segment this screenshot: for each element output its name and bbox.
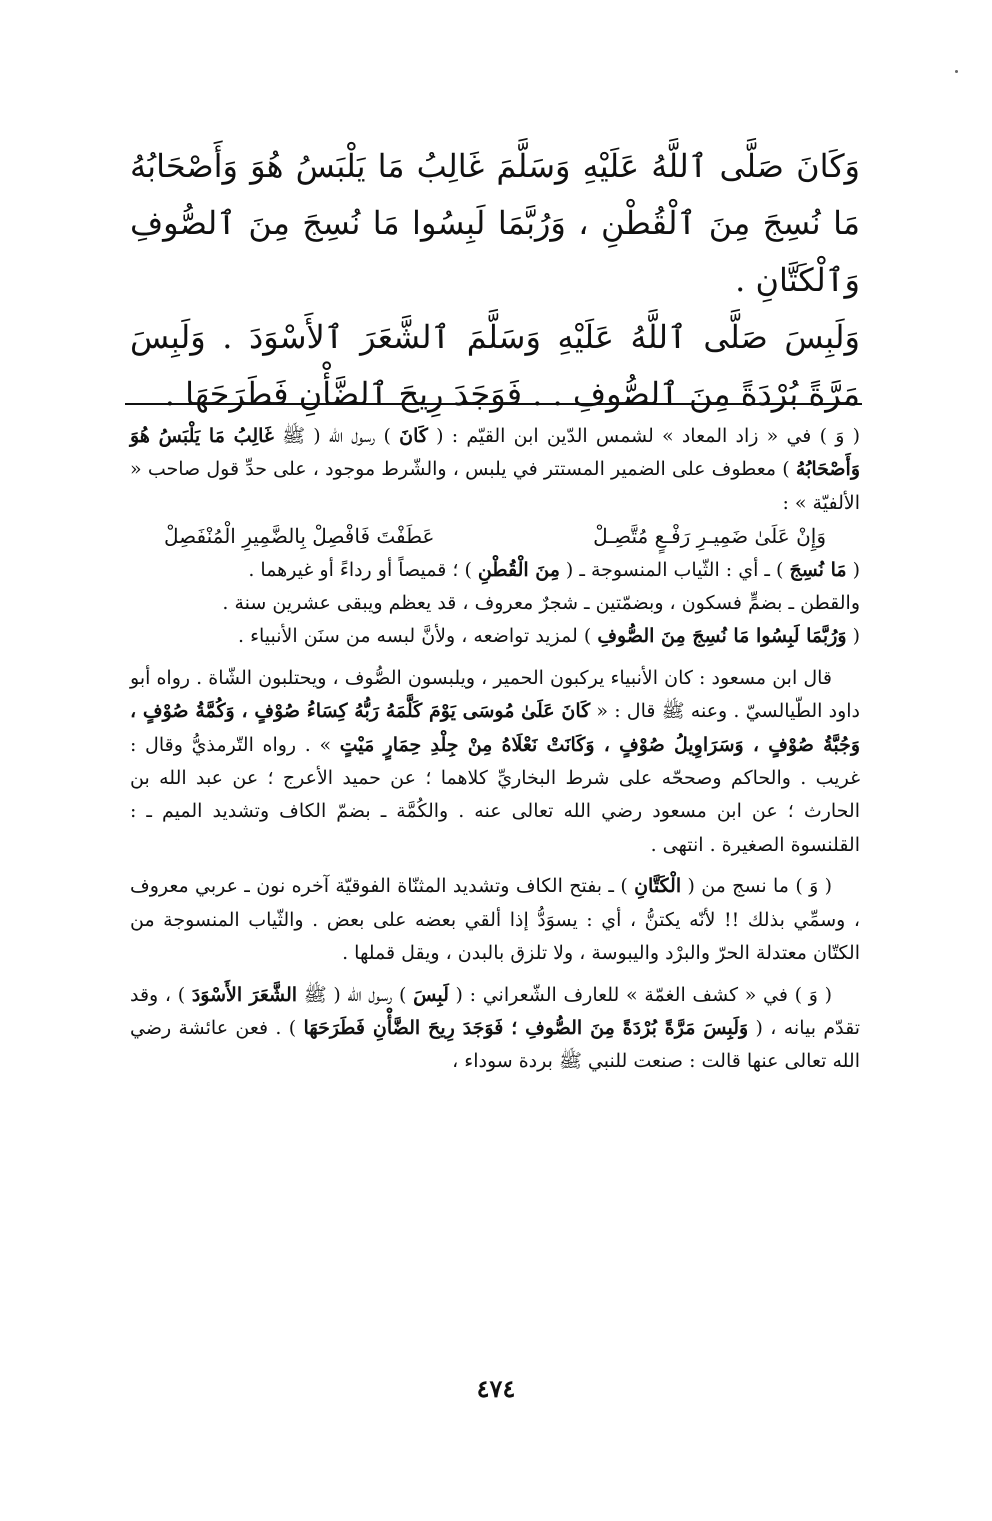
verse-second-hemistich: عَطَفْتَ فَافْصِلْ بِالضَّمِيرِ الْمُنْفَصِلْ <box>164 524 435 549</box>
quoted-matn: وَلَبِسَ مَرَّةً بُرْدَةً مِنَ الصُّوفِ ؛ فَوَجَدَ رِيحَ الضَّأْنِ فَطَرَحَهَا <box>303 1016 749 1039</box>
main-paragraph-2: وَلَبِسَ صَلَّى ٱللَّهُ عَلَيْهِ وَسَلَّمَ ٱلشَّعَرَ ٱلأَسْوَدَ . وَلَبِسَ مَرَّةً بُرْدَةً مِنَ ٱلصُّوفِ . . فَوَجَدَ رِيحَ ٱلضَّأْنِ فَطَرَحَهَا . <box>130 318 860 413</box>
note-text: ) ؛ قميصاً أو رداءً أو غيرهما . <box>248 558 478 581</box>
note-text: ( وَ ) في « زاد المعاد » لشمس الدّين ابن القيّم : ( <box>427 425 860 447</box>
note-text: ) ـ بفتح الكاف وتشديد المثنّاة الفوقيّة آخره نون ـ عربي معروف ، وسمِّي بذلك !! لأنّه يكتنُّ ، أي : يسوَدُّ إذا ألقي بعضه على بعض . والثّياب المنسوجة من الكتّان معتدلة الحرّ والبرْد واليبوسة ، ولا تلزق بالبدن ، ويقل قملها . <box>130 875 860 965</box>
note-ibn-masud <box>130 662 860 862</box>
note-zad-al-maad <box>130 420 860 520</box>
quoted-matn: مَا نُسِجَ <box>789 558 847 581</box>
note-text: ( <box>846 625 860 648</box>
commentary <box>130 420 860 1079</box>
alfiyya-verse <box>130 520 860 553</box>
note-text: ) . فعن عائشة رضي الله تعالى عنها قالت : صنعت للنبي ﷺ بردة سوداء ، <box>130 1016 860 1073</box>
note-text: ( وَ ) ما نسج من ( <box>681 875 832 898</box>
note-text: » . رواه التّرمذيُّ وقال : غريب . والحاكم وصححّه على شرط البخاريِّ كلاهما ؛ عن حميد الأعرج ؛ عن عبد الله بن الحارث ؛ عن ابن مسعود رضي الله تعالى عنه . والكُمَّة ـ بضمّ الكاف وتشديد الميم ـ : القلنسوة الصغيرة . انتهى . <box>130 733 860 856</box>
note-text: ) ـ أي : الثّياب المنسوجة ـ ( <box>559 558 790 581</box>
main-text <box>130 138 860 423</box>
quoted-matn: وَرُبَّمَا لَبِسُوا مَا نُسِجَ مِنَ الصُّوفِ <box>597 625 847 648</box>
hadith-text: كَانَ عَلَىٰ مُوسَى يَوْمَ كَلَّمَهُ رَبُّهُ كِسَاءُ صُوْفٍ ، وَكُمَّةُ صُوْفٍ ، وَجُبَّةُ صُوْفٍ ، وَسَرَاوِيلُ صُوْفٍ ، وَكَانَتْ نَعْلَاهُ مِنْ جِلْدِ حِمَارٍ مَيْتٍ <box>130 700 861 756</box>
note-text: ( وَ ) في « كشف الغمّة » للعارف الشّعراني : ( <box>448 983 832 1006</box>
quoted-matn: لَبِسَ <box>413 983 449 1006</box>
page-number: ٤٧٤ <box>476 1374 516 1403</box>
quoted-matn: مِنَ الْقُطْنِ <box>477 558 560 581</box>
note-kashf-al-ghumma <box>130 979 860 1079</box>
note-text: ) لمزيد تواضعه ، ولأنَّ لبسه من سنَن الأنبياء . <box>237 625 598 648</box>
quoted-matn: الشَّعَرَ الأَسْوَدَ <box>191 983 298 1006</box>
note-linen <box>130 870 860 970</box>
note-text: ) رسول الله ( ﷺ <box>273 425 400 447</box>
main-paragraph-1: وَكَانَ صَلَّى ٱللَّهُ عَلَيْهِ وَسَلَّمَ غَالِبُ مَا يَلْبَسُ هُوَ وَأَصْحَابُهُ مَا نُسِجَ مِنَ ٱلْقُطْنِ ، وَرُبَّمَا لَبِسُوا مَا نُسِجَ مِنَ ٱلصُّوفِ وَٱلْكَتَّانِ . <box>130 147 860 299</box>
footnote-divider <box>125 403 862 405</box>
quoted-matn: غَالِبُ مَا يَلْبَسُ هُوَ وَأَصْحَابُهُ <box>130 425 860 481</box>
note-text: ) رسول الله ( ﷺ <box>297 983 414 1006</box>
quoted-matn: الْكَتَّانِ <box>634 875 682 898</box>
note-text: ) ، وقد تقدّم بيانه ، ( <box>130 983 860 1039</box>
note-text: ( <box>846 558 860 581</box>
verse-first-hemistich: وَإِنْ عَلَىٰ ضَمِيـرِ رَفْـعٍ مُتَّصِـلْ <box>593 524 826 549</box>
note-cotton-definition: والقطن ـ بضمٍّ فسكون ، وبضمّتين ـ شجرٌ معروف ، قد يعظم ويبقى عشرين سنة . <box>222 592 860 615</box>
note-text: قال ابن مسعود : كان الأنبياء يركبون الحمير ، ويلبسون الصُّوف ، ويحتلبون الشّاة . رواه أبو داود الطّيالسيّ . وعنه ﷺ قال : « <box>130 666 860 723</box>
note-wool <box>130 620 860 653</box>
note-cotton <box>130 554 860 587</box>
scan-speck <box>955 70 958 73</box>
quoted-matn: كَانَ <box>399 425 428 447</box>
note-text: ) معطوف على الضمير المستتر في يلبس ، والشّرط موجود ، على حدِّ قول صاحب « الألفيّة » : <box>130 458 860 514</box>
